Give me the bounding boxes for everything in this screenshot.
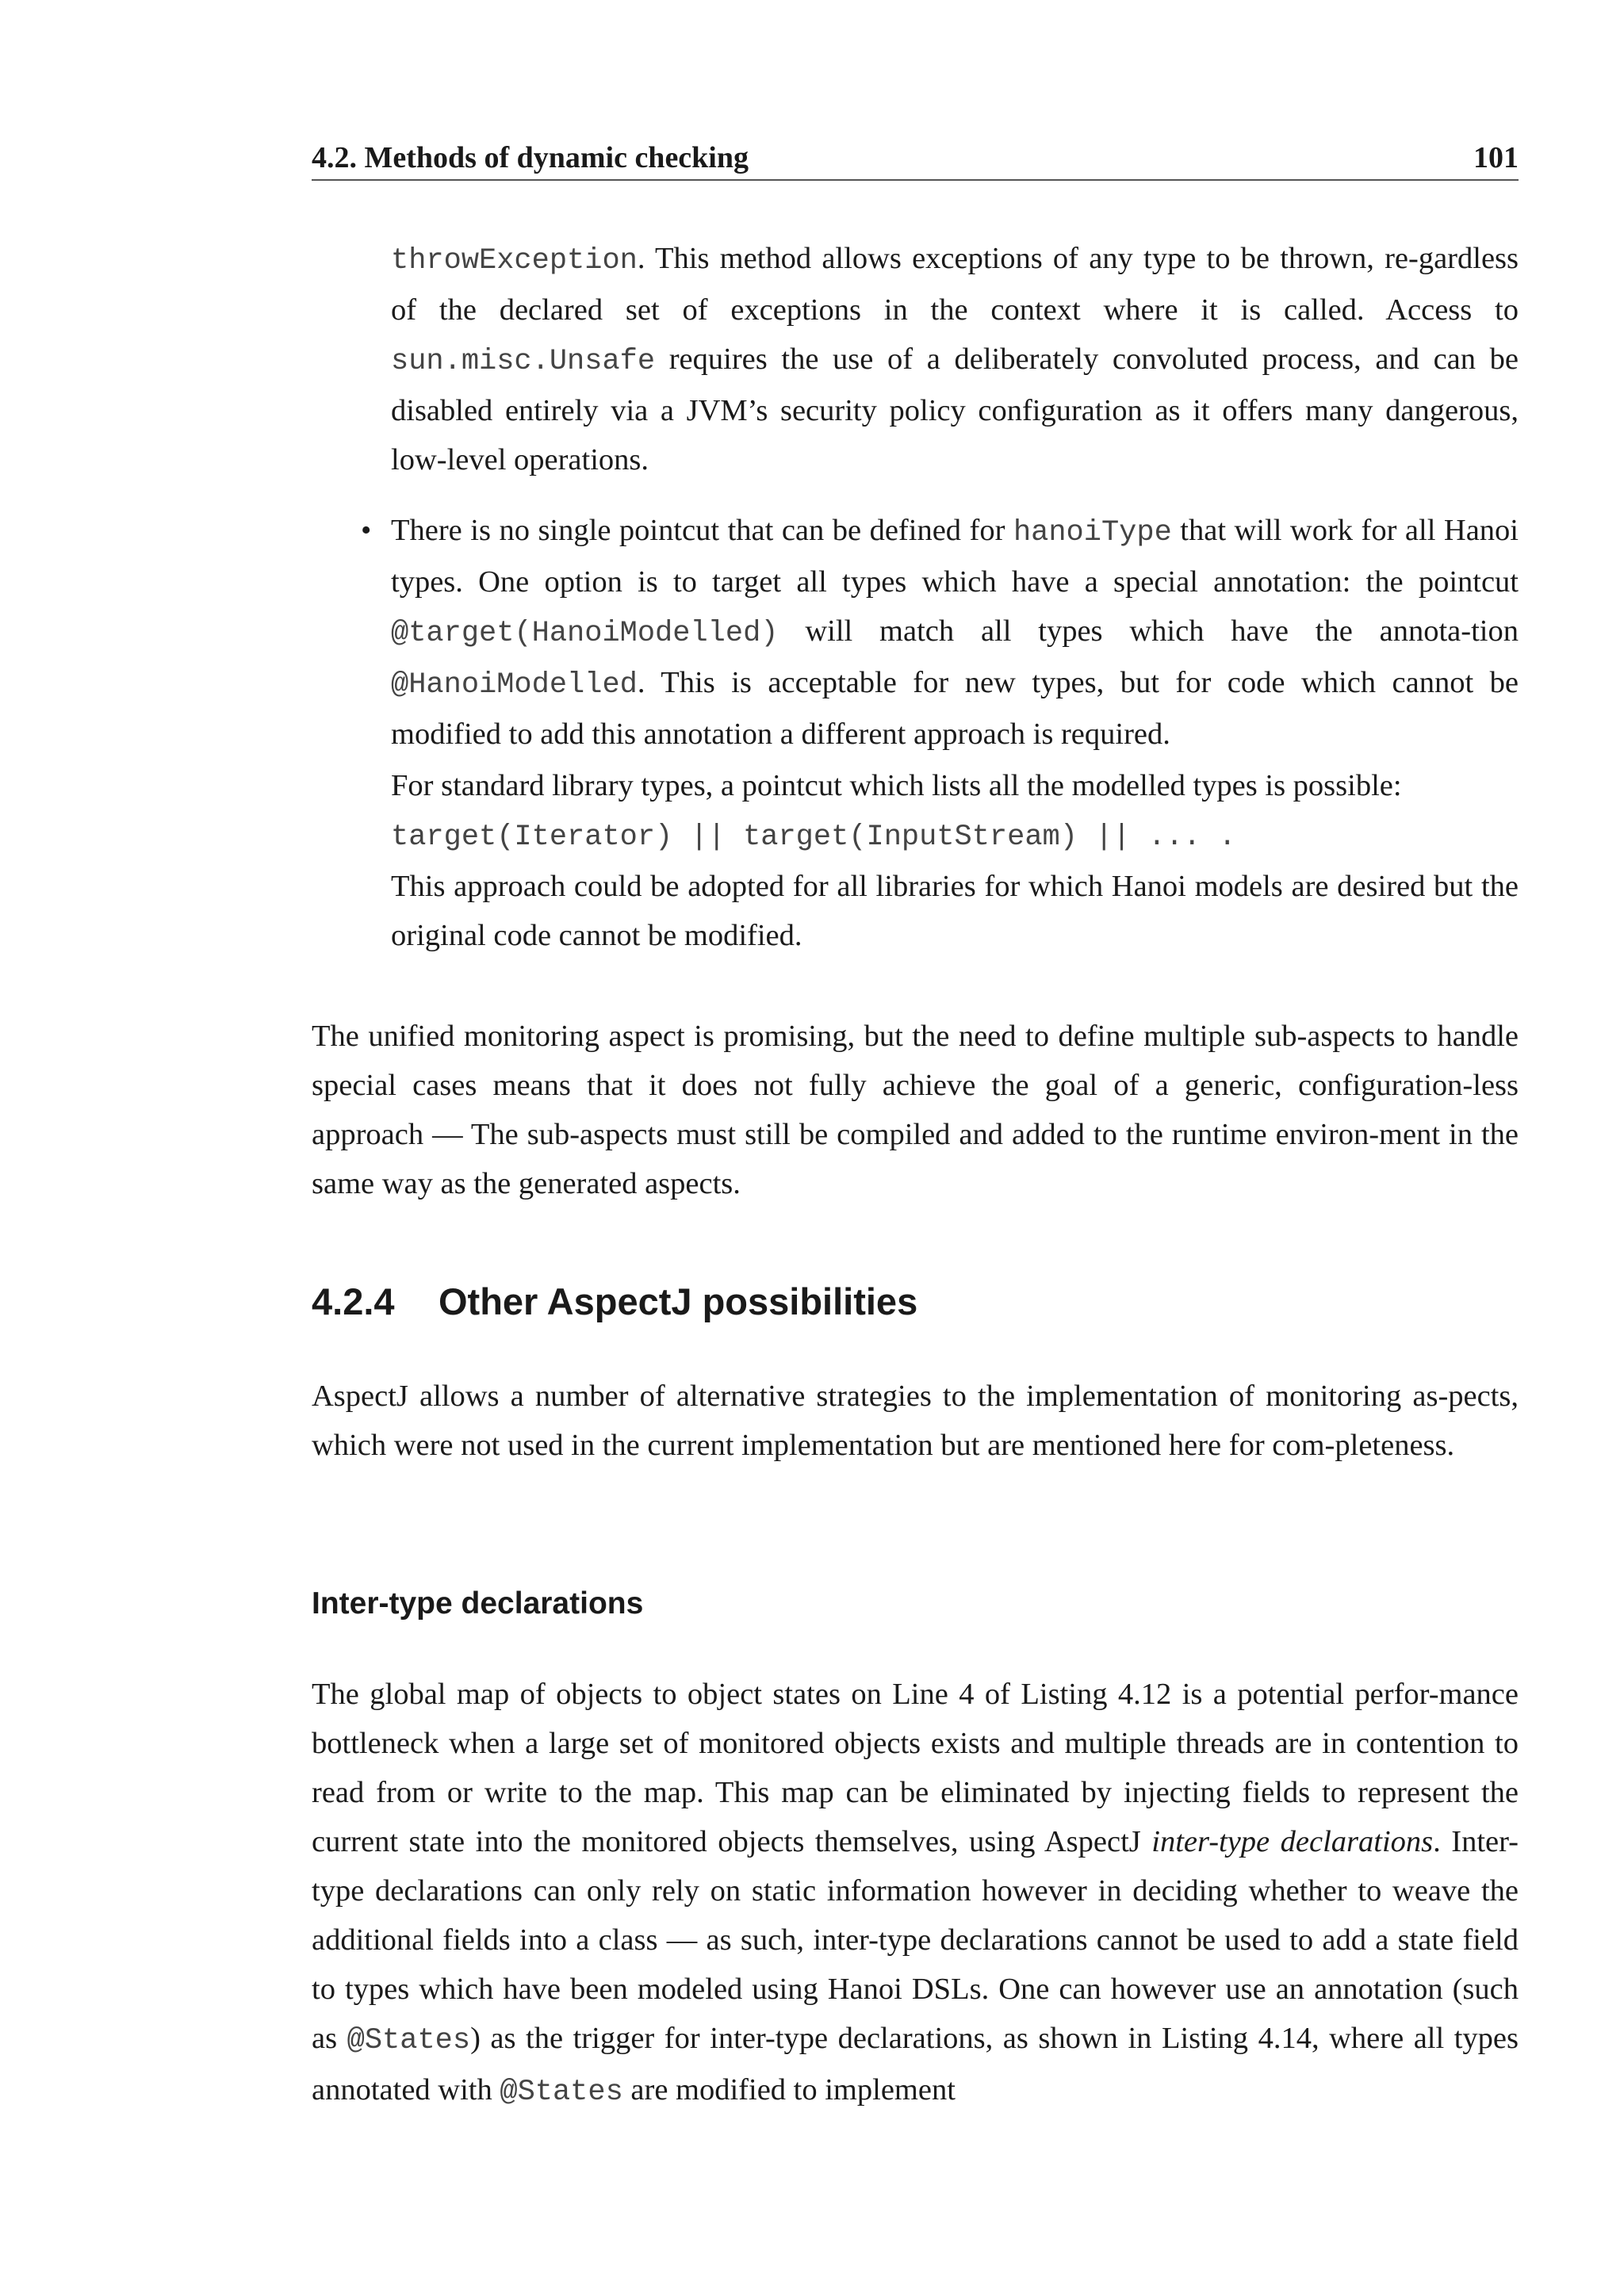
- code-target-hanoi-modelled: @target(HanoiModelled): [391, 617, 779, 650]
- section-title: Other AspectJ possibilities: [439, 1280, 918, 1322]
- bullet-second-paragraph: [391, 761, 1519, 960]
- text-segment: . Inter-type declarations can only rely on static information however in deciding whether to weave the additional fields into a class — as such, inter-type declarations cannot be used to add a state field to types which have been modeled using Hanoi DSLs. One can however use an annotation (such as: [312, 1825, 1519, 2055]
- text-segment: requires the use of a deliberately convoluted process, and can be disabled entirely via a JVM’s security policy configuration as it offers many dangerous, low-level operations.: [391, 342, 1519, 476]
- code-states-1: @States: [347, 2024, 471, 2057]
- code-hanoi-type: hanoiType: [1013, 516, 1172, 549]
- section-heading: [312, 1278, 1519, 1326]
- global-map-paragraph: [312, 1670, 1519, 2117]
- code-pointcut-end: .: [1201, 821, 1236, 854]
- code-hanoi-modelled: @HanoiModelled: [391, 668, 638, 702]
- code-pointcut-list: target(Iterator) || target(InputStream) || ...: [391, 821, 1201, 854]
- text-segment: . This method allows exceptions of any type to be thrown, re-gardless of the declared set of exceptions in the context where it is called. Access to: [391, 242, 1519, 327]
- standard-library-line: [391, 761, 1519, 810]
- text-segment: For standard library types, a pointcut which lists all the modelled types is possible:: [391, 769, 1402, 802]
- unified-aspect-paragraph: The unified monitoring aspect is promising, but the need to define multiple sub-aspects to handle special cases means that it does not fully achieve the goal of a generic, configuration-less approach — The sub-aspects must still be compiled and added to the runtime environ-ment in the same way as the generated aspects.: [312, 1020, 1519, 1200]
- code-throw-exception: throwException: [391, 244, 638, 277]
- code-states-2: @States: [500, 2076, 623, 2109]
- subsection-heading: Inter-type declarations: [312, 1586, 644, 1621]
- bullet-paragraph: [391, 506, 1519, 759]
- running-head-title: 4.2. Methods of dynamic checking: [312, 141, 749, 174]
- text-segment: This approach could be adopted for all libraries for which Hanoi models are desired but the original code cannot be modified.: [391, 870, 1519, 952]
- pointcut-code-line: [391, 810, 1519, 862]
- text-segment: ) as the trigger for inter-type declarations, as shown in Listing 4.14, where all types annotated with: [312, 2022, 1519, 2107]
- text-segment: There is no single pointcut that can be defined for: [391, 514, 1013, 547]
- text-segment: The global map of objects to object states on Line 4 of Listing 4.12 is a potential perfor-mance bottleneck when a large set of monitored objects exists and multiple threads are in contention to read from or write to the map. This map can be eliminated by injecting fields to represent the current state into the monitored objects themselves, using AspectJ: [312, 1678, 1519, 1858]
- continued-bullet-paragraph: [391, 234, 1519, 484]
- text-segment: are modified to implement: [622, 2073, 956, 2107]
- section-number: 4.2.4: [312, 1280, 395, 1322]
- text-segment: will match all types which have the annota-tion: [778, 614, 1519, 648]
- bullet-marker: •: [361, 514, 372, 547]
- aspectj-strategies-paragraph: AspectJ allows a number of alternative strategies to the implementation of monitoring as-pects, which were not used in the current implementation but are mentioned here for com-pleteness.: [312, 1380, 1519, 1462]
- page-number: 101: [1473, 141, 1519, 174]
- running-head: [312, 140, 1519, 176]
- emphasis-inter-type: inter-type declarations: [1151, 1825, 1434, 1858]
- code-sun-misc-unsafe: sun.misc.Unsafe: [391, 345, 656, 378]
- header-rule: [312, 179, 1519, 181]
- approach-text: [391, 862, 1519, 960]
- text-segment: . This is acceptable for new types, but for code which cannot be modified to add this annotation a different approach is required.: [391, 666, 1519, 751]
- bullet-item-pointcut: [361, 506, 1519, 759]
- text-segment: that will work for all Hanoi types. One option is to target all types which have a special annotation: the pointcut: [391, 514, 1519, 599]
